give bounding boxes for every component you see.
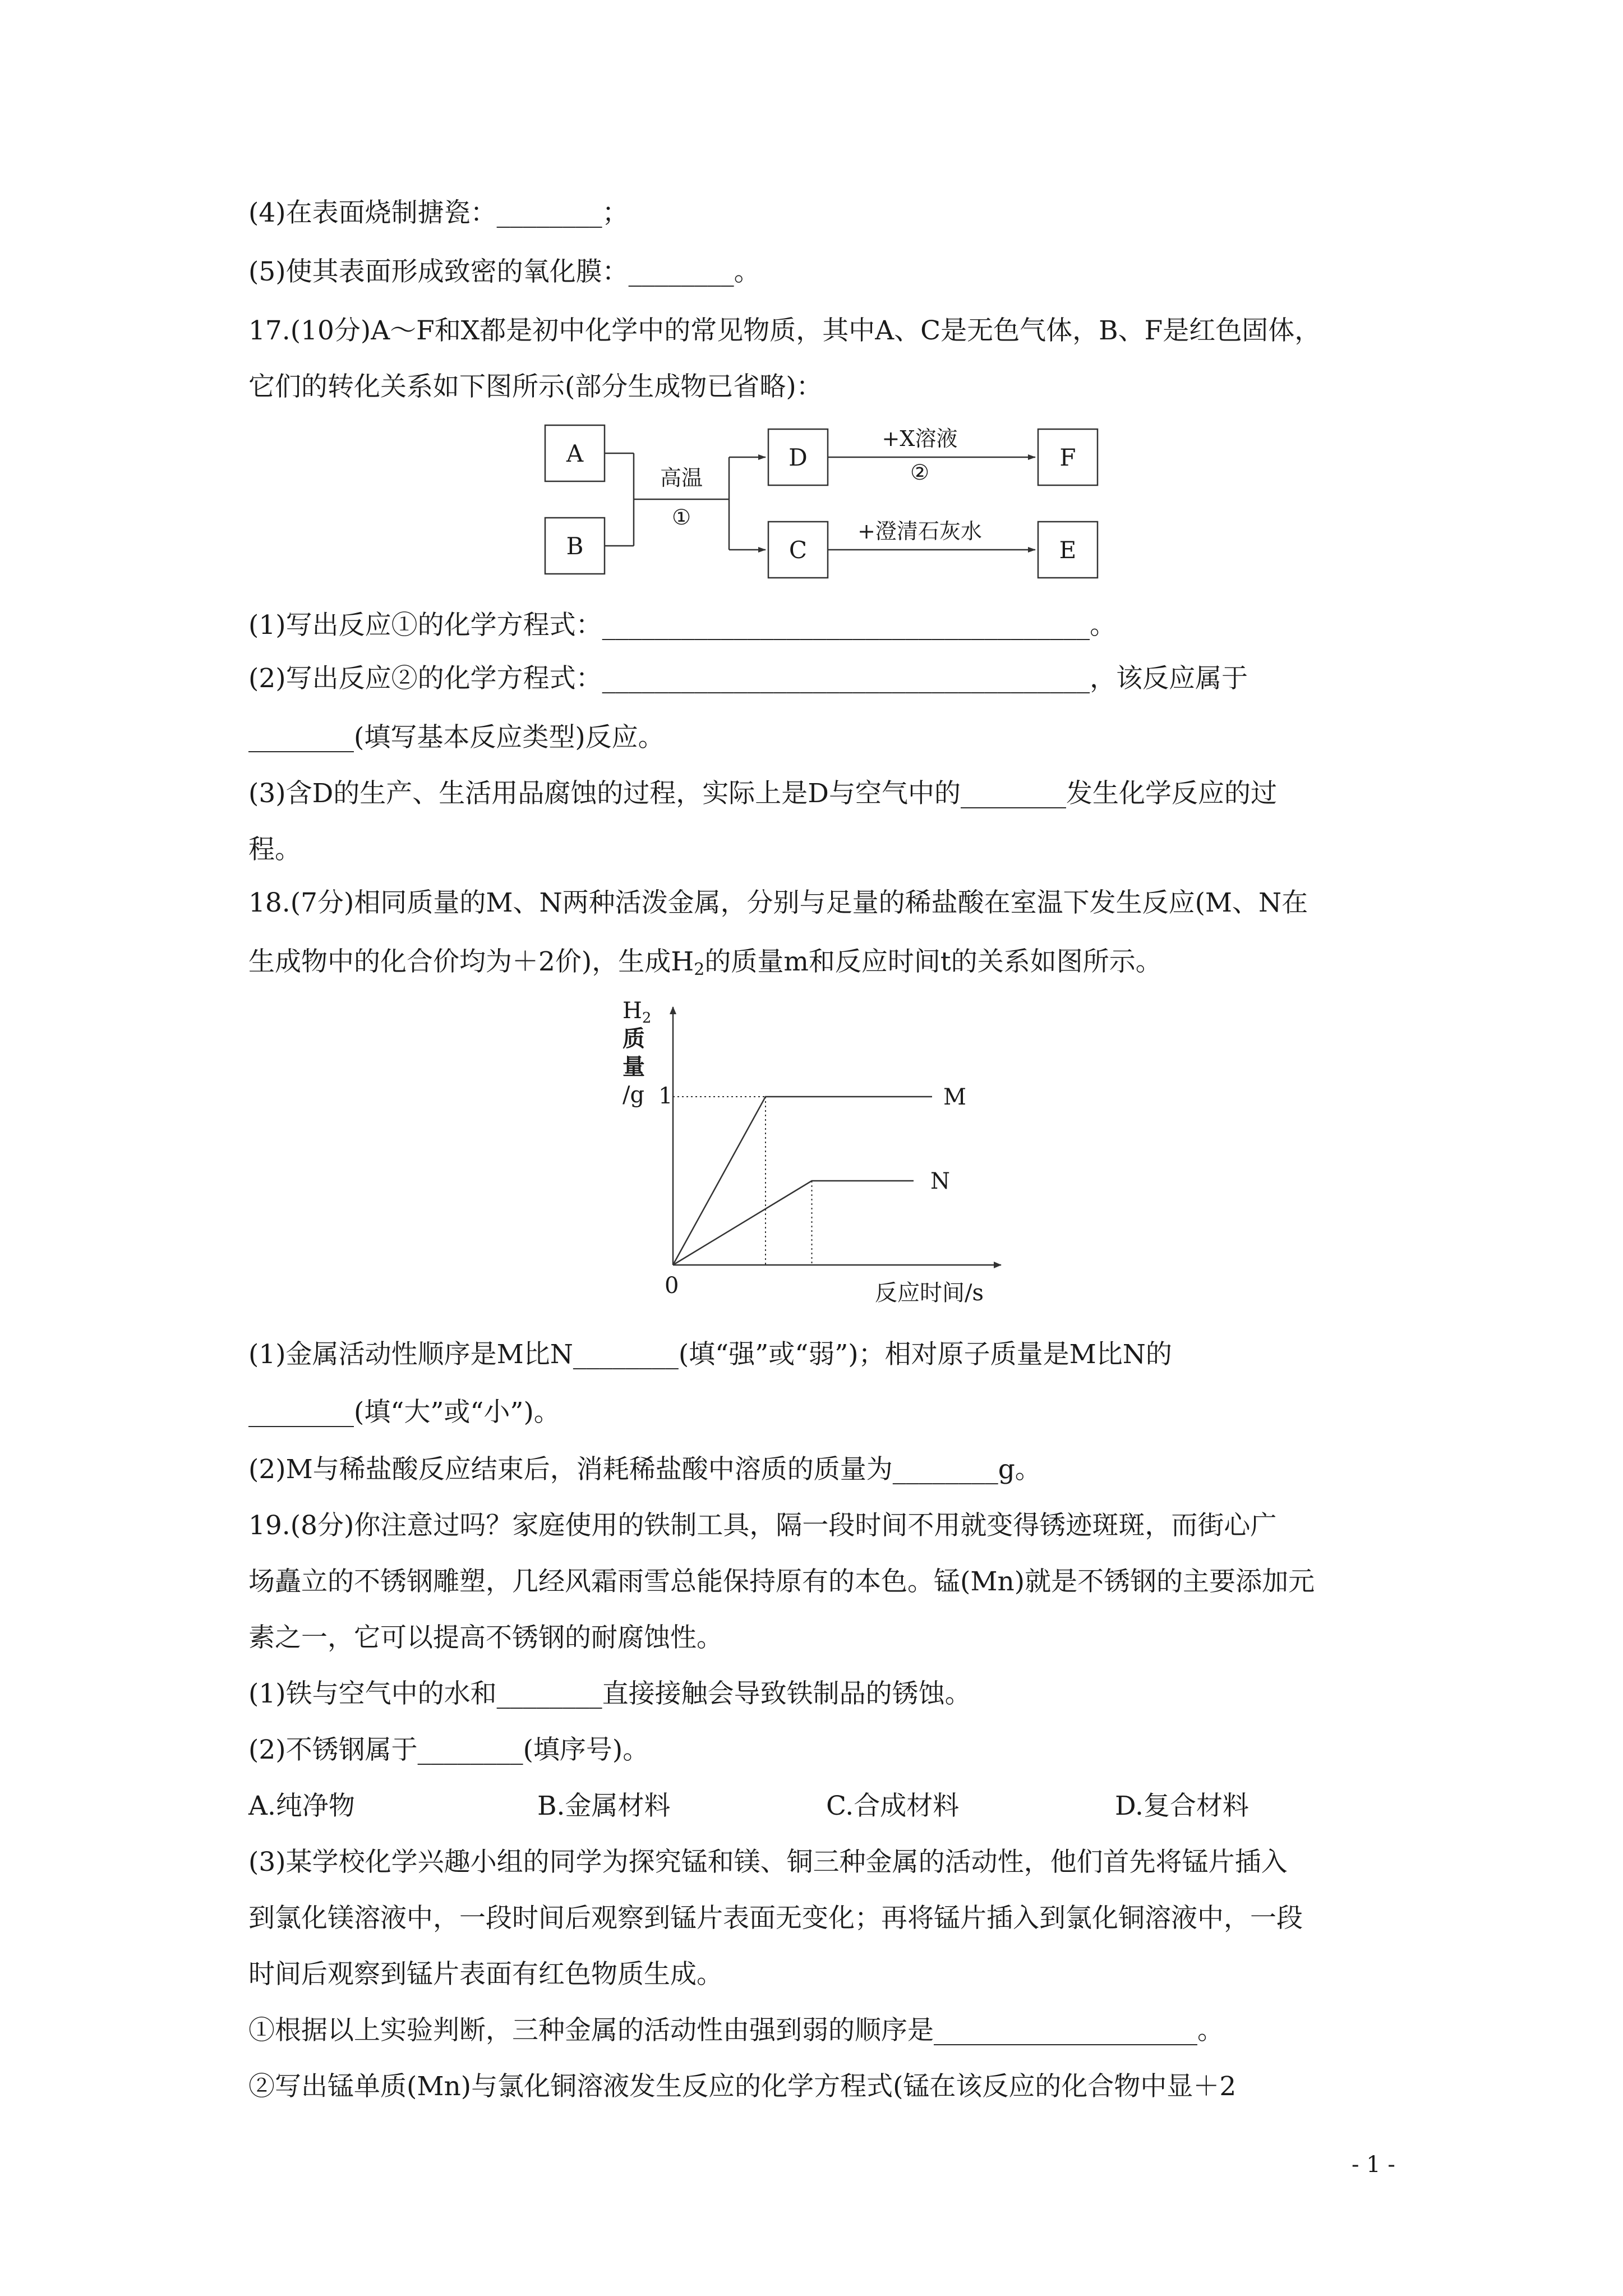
y-label-h: $H_2$	[623, 998, 652, 1027]
y-tick-1: 1	[658, 1083, 673, 1109]
y-label-unit: /g	[623, 1082, 645, 1108]
cond-x-solution: +X溶液	[882, 426, 958, 451]
line-4-enamel: (4)在表面烧制搪瓷：________；	[248, 197, 629, 228]
q19-options	[248, 1789, 1370, 1823]
box-A-label: A	[566, 440, 584, 467]
series-label-m: M	[943, 1084, 966, 1110]
cond-2-circled: ②	[910, 460, 930, 485]
q19-stem-line3: 素之一，它可以提高不锈钢的耐腐蚀性。	[248, 1622, 723, 1653]
q19-part3-sub1: ①根据以上实验判断，三种金属的活动性由强到弱的顺序是____________________。	[248, 2015, 1224, 2046]
q17-part1: (1)写出反应①的化学方程式：_____________________________________。	[248, 610, 1117, 641]
page-number: - 1 -	[1352, 2152, 1395, 2178]
x-axis-label: 反应时间/s	[875, 1280, 984, 1306]
q19-stem-line2: 场矗立的不锈钢雕塑，几经风霜雨雪总能保持原有的本色。锰(Mn)就是不锈钢的主要添加元	[248, 1566, 1315, 1597]
box-B-label: B	[566, 532, 584, 560]
q17-stem-line1: 17.(10分)A～F和X都是初中化学中的常见物质，其中A、C是无色气体，B、F是红色固体，	[248, 315, 1321, 346]
q19-stem-line1: 19.(8分)你注意过吗？家庭使用的铁制工具，隔一段时间不用就变得锈迹斑斑，而街心广	[248, 1510, 1277, 1541]
origin-label: 0	[665, 1273, 679, 1299]
q18-part2: (2)M与稀盐酸反应结束后，消耗稀盐酸中溶质的质量为________g。	[248, 1454, 1041, 1485]
q17-part2: (2)写出反应②的化学方程式：_____________________________________，该反应属于	[248, 663, 1248, 694]
q18-part1: (1)金属活动性顺序是M比N________(填“强”或“弱”)；相对原子质量是M比N的	[248, 1339, 1172, 1370]
hydrogen-mass-chart	[606, 996, 1032, 1310]
y-label-liang: 量	[623, 1053, 645, 1080]
q19-part3-line2: 到氯化镁溶液中，一段时间后观察到锰片表面无变化；再将锰片插入到氯化铜溶液中，一段	[248, 1903, 1303, 1934]
q19-part3-line1: (3)某学校化学兴趣小组的同学为探究锰和镁、铜三种金属的活动性，他们首先将锰片插入	[248, 1847, 1288, 1878]
q19-part2: (2)不锈钢属于________(填序号)。	[248, 1734, 649, 1765]
line-5-oxide-film: (5)使其表面形成致密的氧化膜：________。	[248, 256, 760, 287]
series-label-n: N	[930, 1168, 950, 1194]
box-D-label: D	[789, 444, 808, 471]
y-label-zhi: 质	[623, 1025, 645, 1052]
q18-stem-line2: 生成物中的化合价均为＋2价)，生成$H_2$的质量m和反应时间t的关系如图所示。	[248, 946, 1162, 979]
q17-part3: (3)含D的生产、生活用品腐蚀的过程，实际上是D与空气中的________发生化学反应的过	[248, 778, 1277, 809]
box-E-label: E	[1059, 536, 1077, 564]
q19-part1: (1)铁与空气中的水和________直接接触会导致铁制品的锈蚀。	[248, 1678, 971, 1709]
q17-part3-cont: 程。	[248, 834, 301, 865]
series-line-n	[673, 1181, 914, 1265]
option-d: D.复合材料	[1115, 1791, 1249, 1821]
q17-stem-line2: 它们的转化关系如下图所示(部分生成物已省略)：	[248, 371, 823, 402]
cond-limewater: +澄清石灰水	[857, 519, 982, 544]
reaction-flow-diagram	[538, 415, 1099, 583]
option-b: B.金属材料	[537, 1791, 671, 1821]
q18-stem-line1: 18.(7分)相同质量的M、N两种活泼金属，分别与足量的稀盐酸在室温下发生反应(M、N在	[248, 887, 1308, 918]
option-a: A.纯净物	[248, 1791, 355, 1821]
box-C-label: C	[789, 536, 808, 564]
cond-1-circled: ①	[671, 505, 691, 530]
cond-high-temp: 高温	[660, 466, 703, 490]
q18-part1-cont: ________(填“大”或“小”)。	[248, 1397, 560, 1428]
q17-part2-cont: ________(填写基本反应类型)反应。	[248, 722, 665, 753]
q19-part3-line3: 时间后观察到锰片表面有红色物质生成。	[248, 1959, 723, 1990]
option-c: C.合成材料	[826, 1791, 960, 1821]
box-F-label: F	[1059, 444, 1076, 471]
q19-part3-sub2: ②写出锰单质(Mn)与氯化铜溶液发生反应的化学方程式(锰在该反应的化合物中显＋2	[248, 2071, 1237, 2102]
